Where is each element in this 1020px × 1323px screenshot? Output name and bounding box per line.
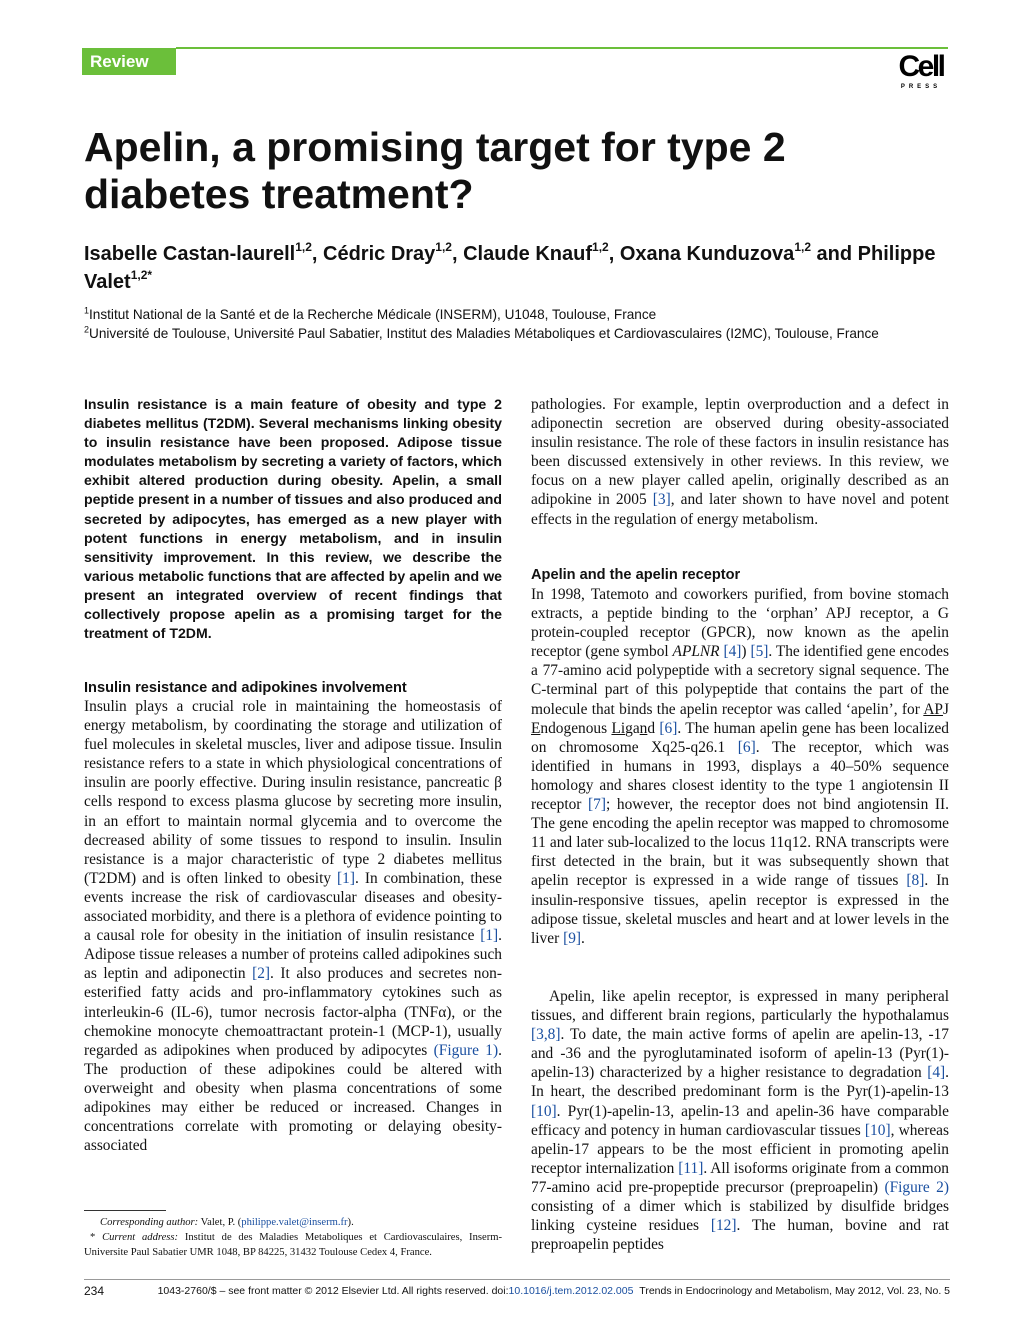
body-paragraph: In 1998, Tatemoto and coworkers purified, from bovine stomach extracts, a peptide binding to the ‘orphan’ APJ receptor, a G protein-coupled receptor (GPCR), now known as the apelin receptor (gene symbol APLNR [4]) [5]. The identified gene encodes a 77-amino acid polypeptide with a secretory signal sequence. The C-terminal part of this polypeptide that contains the part of the molecule that binds the apelin receptor was called ‘apelin’, for APJ Endogenous Ligand [6]. The human apelin gene has been localized on chromosome Xq25-q26.1 [6]. The receptor, which was identified in humans in 1993, displays a 40–50% sequence homology and shares closest identity to the type 1 angiotensin II receptor [7]; however, the receptor does not bind angiotensin II. The gene encoding the apelin receptor was mapped to chromosome 11 and later sub-localized to the locus 11q12. RNA transcripts were first detected in the brain, but it was subsequently shown that apelin receptor is expressed in a wide range of tissues [8]. In insulin-responsive tissues, apelin receptor is expressed in the adipose tissue, skeletal muscles and heart and at lower levels in the liver [9]. [531, 586, 949, 947]
author-affiliation: 1,2 [794, 240, 811, 255]
citation-link[interactable]: [1] [337, 869, 355, 887]
citation-link[interactable]: [6] [659, 719, 678, 737]
author-name: Isabelle Castan-laurell [84, 243, 296, 265]
review-tag: Review [82, 48, 176, 75]
affiliation-text: Université de Toulouse, Université Paul Sabatier, Institut des Maladies Métaboliques et Cardiovasculaires (I2MC), Toulouse, France [89, 326, 879, 341]
affiliation-number: 2 [84, 324, 90, 335]
abstract: Insulin resistance is a main feature of obesity and type 2 diabetes mellitus (T2DM). Several mechanisms linking obesity to insulin resistance have been proposed. Adipose tissue modulates metabolism by secreting a variety of factors, which exhibit altered production during obesity. Apelin, a small peptide present in a number of tissues and also produced and secreted by adipocytes, has emerged as a new player with potent functions in energy metabolism, and in insulin sensitivity improvement. In this review, we describe the various metabolic functions that are affected by apelin and we present an integrated overview of recent findings that collectively propose apelin as a promising target for the treatment of T2DM. [84, 396, 502, 642]
current-address-note: * Current address: Institut de des Maladies Metaboliques et Cardiovasculaires, Inserm-Universite Paul Sabatier UMR 1048, BP 84225, 31432 Toulouse Cedex 4, France. [84, 1231, 502, 1258]
affiliation-text: Institut National de la Santé et de la Recherche Médicale (INSERM), U1048, Toulouse, France [89, 307, 657, 322]
citation-link[interactable]: [8] [906, 872, 925, 890]
body-paragraph: Apelin, like apelin receptor, is expressed in many peripheral tissues, and different brain regions, particularly the hypothalamus [3,8]. To date, the main active forms of apelin are apelin-13, -17 and -36 and the pyroglutaminated isoform of apelin-13 (Pyr(1)-apelin-13) characterized by a higher resistance to degradation [4]. In heart, the described predominant form is the Pyr(1)-apelin-13 [10]. Pyr(1)-apelin-13, apelin-13 and apelin-36 have comparable efficacy and potency in human cardiovascular tissues [10], whereas apelin-17 appears to be the most efficient in promoting apelin receptor internalization [11]. All isoforms originate from a common 77-amino acid pre-propeptide precursor (preproapelin) (Figure 2) consisting of a dimer which is stabilized by disulfide bridges linking cysteine residues [12]. The human, bovine and rat preproapelin peptides [531, 988, 949, 1254]
email-link[interactable]: philippe.valet@inserm.fr [241, 1217, 348, 1228]
page-number: 234 [84, 1284, 105, 1298]
author-separator: and [811, 243, 858, 265]
header-rule [176, 47, 948, 49]
affiliation-item [84, 324, 954, 343]
citation-link[interactable]: [10] [531, 1102, 557, 1120]
footnote-text: Institut de des Maladies Metaboliques et Cardiovasculaires, Inserm-Universite Paul Sabatier UMR 1048, BP 84225, 31432 Toulouse Cedex 4, France. [84, 1231, 502, 1258]
author-name: Philippe Valet [84, 243, 936, 293]
citation-link[interactable]: [6] [737, 738, 756, 756]
author-name: Cédric Dray [323, 243, 436, 265]
issn-text: 1043-2760/$ – see front matter © 2012 Elsevier Ltd. All rights reserved. doi: [157, 1285, 509, 1297]
section-heading: Apelin and the apelin receptor [531, 567, 741, 583]
citation-link[interactable]: [9] [563, 929, 582, 947]
author-affiliation: 1,2* [130, 268, 153, 283]
corresponding-author-note: Corresponding author: Valet, P. (philippe.valet@inserm.fr). [100, 1217, 354, 1228]
article-title: Apelin, a promising target for type 2 diabetes treatment? [84, 124, 786, 217]
affiliation-number: 1 [84, 305, 90, 316]
journal-citation: Trends in Endocrinology and Metabolism, May 2012, Vol. 23, No. 5 [639, 1285, 950, 1297]
body-paragraph: pathologies. For example, leptin overproduction and a defect in adiponectin secretion are observed during obesity-associated insulin resistance. The role of these factors in insulin resistance has been discussed extensively in other reviews. In this review, we focus on a new player called apelin, originally described as an adipokine in 2005 [3], and later shown to have novel and potent effects in the regulation of energy metabolism. [531, 396, 949, 528]
author-affiliation: 1,2 [592, 240, 609, 255]
citation-link[interactable]: [2] [252, 965, 271, 983]
citation-link[interactable]: [10] [864, 1121, 891, 1139]
footnote-label: Current address: [102, 1231, 179, 1243]
section-heading: Insulin resistance and adipokines involvement [84, 680, 407, 696]
page-footer [84, 1283, 950, 1299]
author-affiliation: 1,2 [435, 240, 452, 255]
citation-link[interactable]: [11] [678, 1159, 704, 1177]
author-name: Oxana Kunduzova [619, 243, 795, 265]
citation-link[interactable]: [5] [750, 643, 769, 661]
logo-word: Cell [898, 50, 944, 83]
citation-link[interactable]: [4] [723, 643, 742, 661]
affiliation-item [84, 305, 954, 324]
footnote-rule [84, 1210, 166, 1211]
author-separator: , [311, 243, 324, 265]
footnote-text: Valet, P. [200, 1217, 236, 1228]
body-paragraph: Insulin plays a crucial role in maintaining the homeostasis of energy metabolism, by coordinating the storage and utilization of fuel molecules in skeletal muscles, liver and adipose tissue. Insulin resistance refers to a state in which physiological concentrations of insulin are poorly effective. During insulin resistance, pancreatic β cells respond to excess plasma glucose by secreting more insulin, in an effort to maintain normal glycemia and to overcome the decreased ability of some tissues to respond to insulin. Insulin resistance is a major characteristic of type 2 diabetes mellitus (T2DM) and is often linked to obesity [1]. In combination, these events increase the risk of cardiovascular diseases and obesity-associated morbidity, and there is a plethora of evidence pointing to a causal role for obesity in the initiation of insulin resistance [1]. Adipose tissue releases a number of proteins called adipokines such as leptin and adiponectin [2]. It also produces and secretes non-esterified fatty acids and pro-inflammatory cytokines such as interleukin-6 (IL-6), tumor necrosis factor-alpha (TNFα), or the chemokine monocyte chemoattractant protein-1 (MCP-1), usually regarded as adipokines when produced by adipocytes (Figure 1). The production of these adipokines could be altered with overweight and obesity when plasma concentrations of some adipokines may either be reduced or increased. Changes in concentrations correlate with promoting or delaying obesity-associated [84, 698, 503, 1155]
doi-link[interactable]: 10.1016/j.tem.2012.02.005 [508, 1285, 634, 1297]
citation-link[interactable]: [3,8] [531, 1026, 561, 1044]
logo-sub: PRESS [900, 84, 942, 90]
citation-link[interactable]: [1] [480, 927, 499, 945]
footer-rule [84, 1279, 950, 1280]
footnotes [84, 1216, 502, 1260]
footer-info [158, 1283, 950, 1299]
figure-link[interactable]: (Figure 2) [884, 1178, 949, 1196]
author-name: Claude Knauf [463, 243, 593, 265]
citation-link[interactable]: [4] [927, 1064, 946, 1082]
author-separator: , [608, 243, 620, 265]
figure-link[interactable]: (Figure 1) [433, 1041, 499, 1059]
citation-link[interactable]: [3] [652, 491, 671, 509]
author-list [84, 240, 954, 296]
citation-link[interactable]: [12] [710, 1217, 737, 1235]
cell-press-logo [890, 52, 952, 90]
affiliations [84, 305, 954, 343]
author-separator: , [451, 243, 464, 265]
footnote-label: Corresponding author: [100, 1217, 199, 1228]
citation-link[interactable]: [7] [588, 796, 606, 814]
author-affiliation: 1,2 [295, 240, 312, 255]
